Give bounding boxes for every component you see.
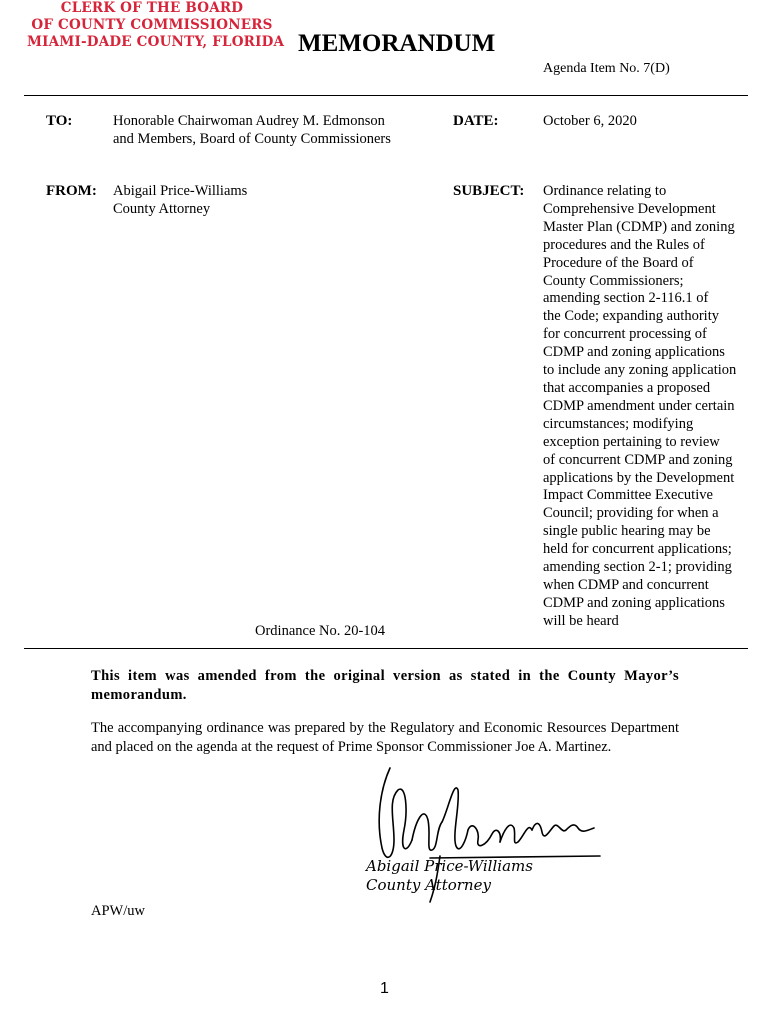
subject-line: to include any zoning application	[543, 362, 737, 379]
subject-line: that accompanies a proposed	[543, 379, 711, 396]
from-label: FROM:	[46, 183, 97, 199]
subject-line: CDMP and zoning applications	[543, 344, 725, 361]
body-paragraph: The accompanying ordinance was prepared by the Regulatory and Economic Resources Department and placed on the agenda at the request of Prime Sponsor Commissioner Joe A. Martinez.	[91, 720, 679, 755]
subject-line: Ordinance relating to	[543, 183, 667, 199]
initials: APW/uw	[91, 903, 145, 919]
to-label: TO:	[46, 113, 73, 129]
subject-line: exception pertaining to review	[543, 433, 720, 450]
clerk-stamp	[27, 0, 285, 51]
subject-line: Comprehensive Development	[543, 200, 716, 217]
subject-line: for concurrent processing of	[543, 326, 707, 343]
subject-line: amending section 2-116.1 of	[543, 290, 709, 307]
stamp-line: OF COUNTY COMMISSIONERS	[31, 17, 273, 33]
subject-line: Impact Committee Executive	[543, 487, 713, 504]
signature-block	[366, 857, 533, 895]
date-label: DATE:	[453, 113, 499, 129]
subject-line: single public hearing may be	[543, 523, 711, 540]
subject-line: of concurrent CDMP and zoning	[543, 451, 733, 468]
subject-line: applications by the Development	[543, 469, 735, 486]
signature-name: Abigail Price-Williams	[366, 857, 533, 875]
page-number: 1	[380, 980, 389, 997]
memo-title: MEMORANDUM	[298, 30, 496, 57]
to-line: and Members, Board of County Commissioners	[113, 130, 391, 147]
subject-line: Council; providing for when a	[543, 505, 719, 522]
to-line: Honorable Chairwoman Audrey M. Edmonson	[113, 113, 385, 129]
to-recipients	[113, 113, 391, 149]
signature-title: County Attorney	[366, 876, 491, 894]
subject-line: circumstances; modifying	[543, 415, 694, 432]
amended-note: This item was amended from the original version as stated in the County Mayor’s memorandum.	[91, 668, 679, 703]
from-sender	[113, 183, 247, 219]
agenda-item: Agenda Item No. 7(D)	[543, 61, 670, 76]
subject-line: held for concurrent applications;	[543, 541, 732, 558]
top-divider	[24, 95, 748, 96]
subject-line: County Commissioners;	[543, 272, 684, 289]
subject-label: SUBJECT:	[453, 183, 525, 199]
subject-line: Master Plan (CDMP) and zoning	[543, 218, 735, 235]
from-line: County Attorney	[113, 200, 211, 217]
ordinance-number: Ordinance No. 20-104	[255, 623, 386, 639]
subject-line: Procedure of the Board of	[543, 254, 694, 271]
subject-line: CDMP and zoning applications	[543, 594, 725, 611]
subject-text	[543, 183, 736, 631]
stamp-line: MIAMI-DADE COUNTY, FLORIDA	[27, 34, 285, 50]
from-line: Abigail Price-Williams	[113, 183, 248, 199]
subject-line: amending section 2-1; providing	[543, 559, 732, 576]
bottom-divider	[24, 648, 748, 649]
subject-line: CDMP amendment under certain	[543, 397, 735, 414]
stamp-line: CLERK OF THE BOARD	[60, 0, 244, 16]
subject-line: will be heard	[543, 612, 619, 629]
subject-line: when CDMP and concurrent	[543, 576, 709, 593]
subject-line: procedures and the Rules of	[543, 236, 705, 253]
date-value: October 6, 2020	[543, 113, 637, 129]
subject-line: the Code; expanding authority	[543, 308, 719, 325]
